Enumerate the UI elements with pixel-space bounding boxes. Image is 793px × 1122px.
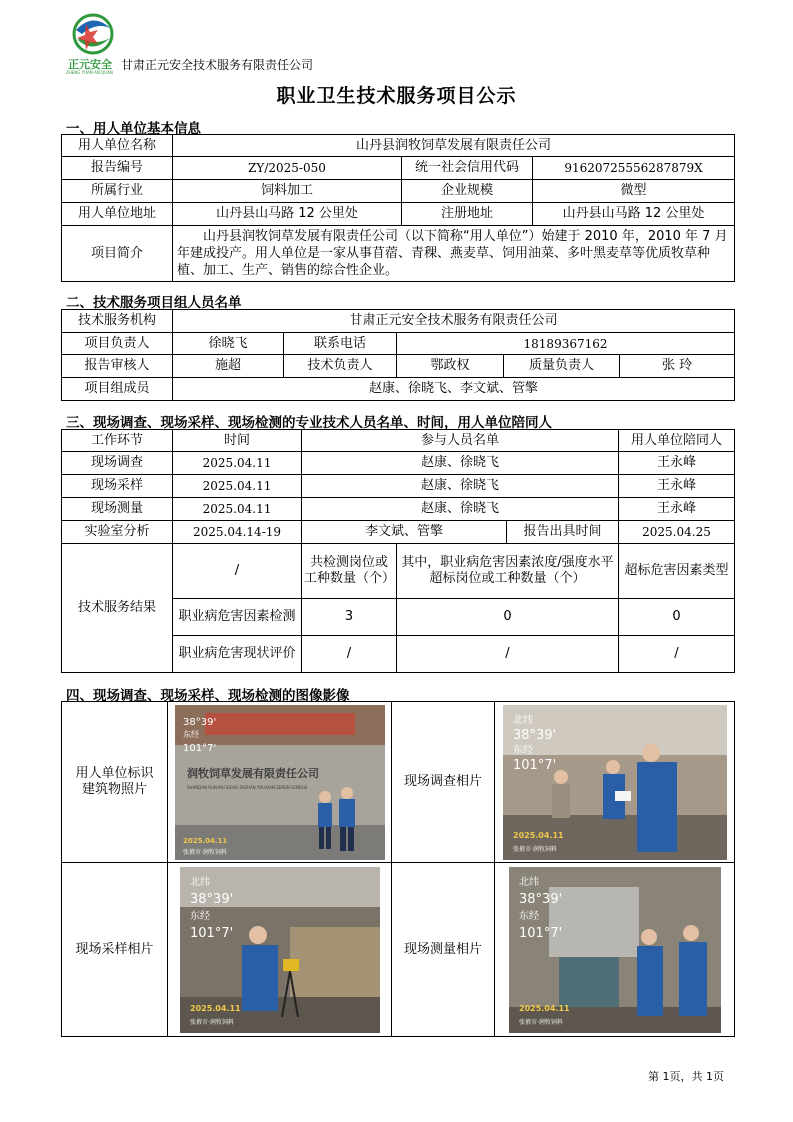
escort-cell: 王永峰 bbox=[619, 452, 735, 475]
reviewer: 施超 bbox=[173, 355, 284, 378]
phone: 18189367162 bbox=[397, 333, 735, 355]
lon-label: 东经 bbox=[182, 729, 199, 739]
photo2-label: 现场调查相片 bbox=[392, 702, 495, 863]
report-date-label: 报告出具时间 bbox=[507, 521, 619, 544]
photo-date-stamp: 2025.04.11 bbox=[518, 1003, 570, 1013]
report-no: ZY/2025-050 bbox=[173, 157, 402, 180]
photo-date-stamp: 2025.04.11 bbox=[182, 836, 227, 845]
scale-label: 企业规模 bbox=[402, 180, 533, 203]
tech-leader: 鄂政权 bbox=[397, 355, 504, 378]
lon-label: 东经 bbox=[518, 910, 539, 922]
photo-date-stamp: 2025.04.11 bbox=[189, 1003, 241, 1013]
lab-time: 2025.04.14-19 bbox=[173, 521, 302, 544]
col-escort: 用人单位陪同人 bbox=[619, 430, 735, 452]
tech-label: 技术负责人 bbox=[284, 355, 397, 378]
table-row bbox=[62, 475, 735, 498]
people-cell: 赵康、徐晓飞 bbox=[302, 475, 619, 498]
detect-exceed: 0 bbox=[397, 599, 619, 636]
lon-value: 101°7' bbox=[512, 757, 556, 773]
logo-subtext: ZHENG YUAN AN QUAN bbox=[66, 70, 113, 75]
time-cell: 2025.04.11 bbox=[173, 475, 302, 498]
reg-address-label: 注册地址 bbox=[402, 203, 533, 226]
credit-code: 91620725556287879X bbox=[533, 157, 735, 180]
eval-label: 职业病危害现状评价 bbox=[173, 636, 302, 673]
lat-value: 38°39' bbox=[518, 891, 562, 907]
schedule-table bbox=[61, 429, 735, 673]
lat-value: 38°39' bbox=[512, 727, 556, 743]
stage-cell: 现场调查 bbox=[62, 452, 173, 475]
photo-place-stamp: 张掖市·润牧饲料 bbox=[518, 1018, 563, 1026]
reviewer-label: 报告审核人 bbox=[62, 355, 173, 378]
detect-label: 职业病危害因素检测 bbox=[173, 599, 302, 636]
result-head-type: 超标危害因素类型 bbox=[619, 544, 735, 599]
org-label: 技术服务机构 bbox=[62, 310, 173, 333]
reg-address: 山丹县山马路 12 公里处 bbox=[533, 203, 735, 226]
survey-photo bbox=[503, 705, 727, 860]
section3-heading: 三、现场调查、现场采样、现场检测的专业技术人员名单、时间，用人单位陪同人 bbox=[66, 415, 552, 431]
page-info: 第 1页，共 1页 bbox=[648, 1070, 724, 1083]
industry: 饲料加工 bbox=[173, 180, 402, 203]
col-stage: 工作环节 bbox=[62, 430, 173, 452]
photo1-cell bbox=[168, 702, 392, 863]
result-head-slash: / bbox=[173, 544, 302, 599]
logo-text: 正元安全 bbox=[68, 58, 112, 71]
lat-value: 38°39' bbox=[189, 891, 233, 907]
lat-label: 北纬 bbox=[518, 876, 539, 888]
measurement-photo bbox=[509, 867, 721, 1033]
people-cell: 赵康、徐晓飞 bbox=[302, 452, 619, 475]
phone-label: 联系电话 bbox=[284, 333, 397, 355]
photo-date-stamp: 2025.04.11 bbox=[512, 830, 564, 840]
lon-label: 东经 bbox=[189, 910, 210, 922]
col-people: 参与人员名单 bbox=[302, 430, 619, 452]
lat-label: 北纬 bbox=[512, 714, 533, 726]
team-table bbox=[61, 309, 735, 401]
photo4-cell bbox=[495, 863, 735, 1037]
result-head-count: 共检测岗位或工种数量（个） bbox=[302, 544, 397, 599]
photo-table bbox=[61, 701, 735, 1037]
address-label: 用人单位地址 bbox=[62, 203, 173, 226]
photo-place-stamp: 张掖市·润牧饲料 bbox=[189, 1018, 234, 1026]
table-row bbox=[62, 452, 735, 475]
members-label: 项目组成员 bbox=[62, 378, 173, 401]
time-cell: 2025.04.11 bbox=[173, 452, 302, 475]
building-sign-pinyin: SHANDAN RUN MU SICAO FAZHAN YOUXIAN ZEREN GONGSI bbox=[186, 784, 307, 790]
org-name: 甘肃正元安全技术服务有限责任公司 bbox=[173, 310, 735, 333]
address: 山丹县山马路 12 公里处 bbox=[173, 203, 402, 226]
col-time: 时间 bbox=[173, 430, 302, 452]
quality-leader: 张 玲 bbox=[620, 355, 735, 378]
escort-cell: 王永峰 bbox=[619, 475, 735, 498]
photo1-label: 用人单位标识建筑物照片 bbox=[62, 702, 168, 863]
result-label: 技术服务结果 bbox=[62, 544, 173, 673]
quality-label: 质量负责人 bbox=[504, 355, 620, 378]
page-title: 职业卫生技术服务项目公示 bbox=[276, 85, 517, 107]
credit-code-label: 统一社会信用代码 bbox=[402, 157, 533, 180]
eval-type: / bbox=[619, 636, 735, 673]
unit-name: 山丹县润牧饲草发展有限责任公司 bbox=[173, 135, 735, 157]
time-cell: 2025.04.11 bbox=[173, 498, 302, 521]
industry-label: 所属行业 bbox=[62, 180, 173, 203]
stage-cell: 现场测量 bbox=[62, 498, 173, 521]
report-date: 2025.04.25 bbox=[619, 521, 735, 544]
people-cell: 赵康、徐晓飞 bbox=[302, 498, 619, 521]
scale: 微型 bbox=[533, 180, 735, 203]
photo-place-stamp: 张掖市·润牧饲料 bbox=[512, 845, 557, 853]
detect-count: 3 bbox=[302, 599, 397, 636]
photo3-label: 现场采样相片 bbox=[62, 863, 168, 1037]
section4-heading: 四、现场调查、现场采样、现场检测的图像影像 bbox=[66, 688, 350, 704]
unit-name-label: 用人单位名称 bbox=[62, 135, 173, 157]
stage-cell: 现场采样 bbox=[62, 475, 173, 498]
lat-label: 北纬 bbox=[189, 876, 210, 888]
photo2-cell bbox=[495, 702, 735, 863]
lon-value: 101°7' bbox=[189, 925, 233, 941]
sampling-photo bbox=[180, 867, 380, 1033]
building-sign-text: 润牧饲草发展有限责任公司 bbox=[186, 766, 319, 780]
detect-type: 0 bbox=[619, 599, 735, 636]
leader-label: 项目负责人 bbox=[62, 333, 173, 355]
section2-heading: 二、技术服务项目组人员名单 bbox=[66, 295, 242, 311]
leader: 徐晓飞 bbox=[173, 333, 284, 355]
escort-cell: 王永峰 bbox=[619, 498, 735, 521]
eval-count: / bbox=[302, 636, 397, 673]
building-photo bbox=[175, 705, 385, 860]
table-row bbox=[62, 498, 735, 521]
lon-value: 101°7' bbox=[518, 925, 562, 941]
photo-place-stamp: 张掖市·润牧饲料 bbox=[182, 848, 227, 856]
section1-heading: 一、用人单位基本信息 bbox=[66, 121, 201, 137]
lon-value: 101°7' bbox=[182, 742, 216, 754]
result-head-exceed: 其中，职业病危害因素浓度/强度水平超标岗位或工种数量（个） bbox=[397, 544, 619, 599]
eval-exceed: / bbox=[397, 636, 619, 673]
photo3-cell bbox=[168, 863, 392, 1037]
lab-people: 李文斌、管擎 bbox=[302, 521, 507, 544]
intro-label: 项目简介 bbox=[62, 226, 173, 282]
unit-info-table bbox=[61, 134, 735, 282]
project-intro: 山丹县润牧饲草发展有限责任公司（以下简称“用人单位”）始建于 2010 年，2010 年 7 月年建成投产。用人单位是一家从事苜蓿、青稞、燕麦草、饲用油菜、多叶黑麦草等优质牧草种植、加工、生产、销售的综合性企业。 bbox=[173, 226, 735, 282]
members: 赵康、徐晓飞、李文斌、管擎 bbox=[173, 378, 735, 401]
lab-label: 实验室分析 bbox=[62, 521, 173, 544]
lon-label: 东经 bbox=[512, 744, 533, 756]
photo4-label: 现场测量相片 bbox=[392, 863, 495, 1037]
report-no-label: 报告编号 bbox=[62, 157, 173, 180]
lat-value: 38°39' bbox=[182, 716, 216, 728]
header-company-name: 甘肃正元安全技术服务有限责任公司 bbox=[121, 58, 314, 72]
